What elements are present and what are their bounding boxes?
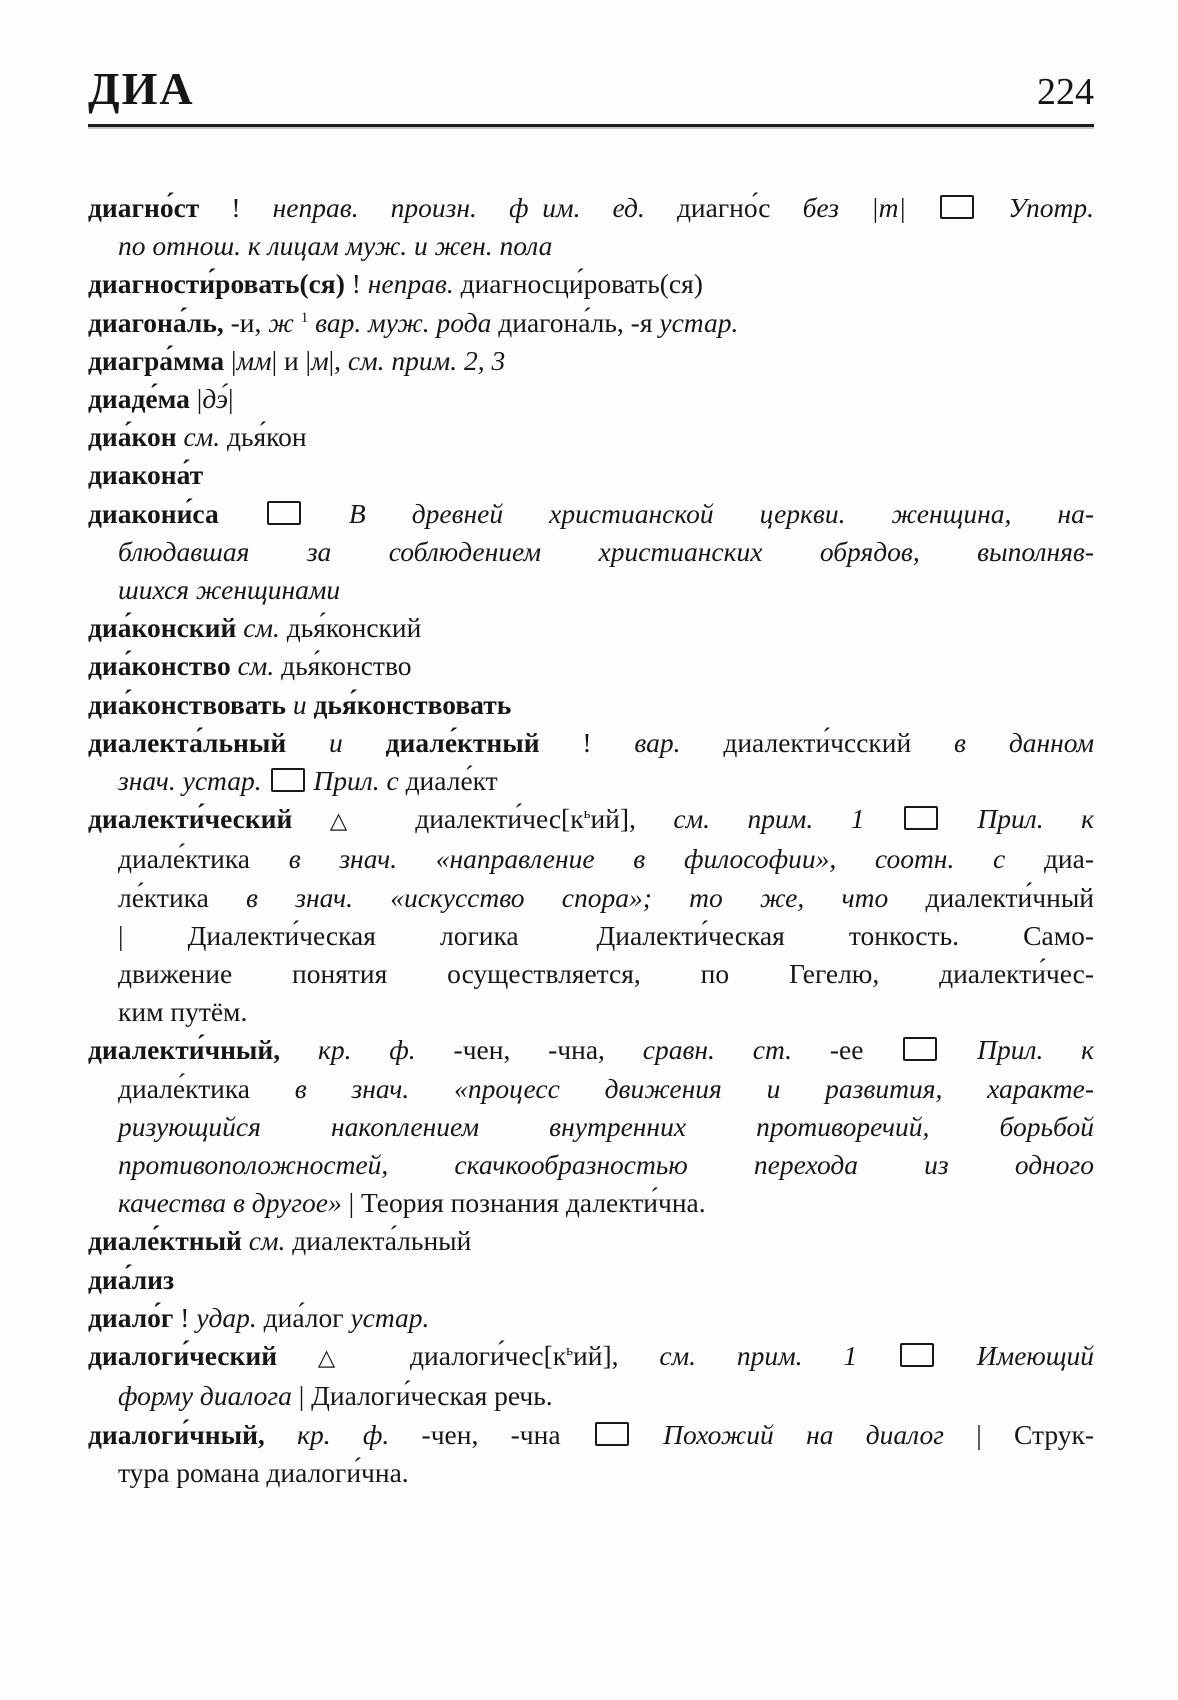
entry-line (88, 265, 1094, 303)
entry-line (88, 227, 1094, 265)
headword-text: диалекти́ческий (88, 803, 293, 835)
box-icon (267, 501, 301, 525)
text-run: диагона́ль, -я (498, 306, 660, 338)
entry-line (88, 1454, 1094, 1492)
entry-line (88, 1070, 1094, 1108)
headword-text: диало́г (88, 1301, 174, 1333)
headword-text: диагно́ст (88, 192, 200, 223)
italic-label: противоположностей, скачкообразностью перехода из одного (118, 1149, 1094, 1181)
page-number: 224 (1037, 71, 1094, 113)
superscript-mark: 1 (300, 309, 309, 326)
italic-label: в знач. «искусство спора»; то же, что (246, 881, 926, 913)
text-run (940, 803, 977, 834)
text-run (294, 307, 301, 338)
entry-line (88, 840, 1094, 878)
italic-label: сравн. ст. (642, 1034, 830, 1066)
italic-label: вар. муж. рода (315, 306, 499, 338)
entry-lines (88, 189, 1094, 1492)
headword-text: диагона́ль, (88, 306, 224, 338)
entry-line (88, 955, 1094, 993)
italic-label: и (292, 688, 307, 720)
entry-line (88, 762, 1094, 800)
text-run: ким путём. (118, 996, 248, 1028)
superscript-mark: ь (583, 806, 591, 823)
italic-label: неправ. (367, 268, 461, 300)
headword-text: дья́конствовать (313, 688, 512, 720)
entry-line (88, 993, 1094, 1031)
entry-line (88, 189, 1094, 227)
text-run: | и | (271, 344, 312, 376)
text-run: движение понятия осуществляется, по Гегелю, диалекти́чес- (118, 958, 1094, 990)
text-run: дья́конский (286, 612, 422, 644)
italic-label: без |т| (802, 192, 939, 223)
italic-label: качества в другое» (118, 1187, 349, 1219)
text-run: диа́лог (263, 1301, 351, 1333)
italic-label: кр. ф. (297, 1418, 422, 1450)
text-run: диа- (1043, 843, 1095, 875)
text-run: дья́кон (226, 421, 307, 453)
box-icon (903, 1037, 937, 1061)
text-run: диале́ктика (118, 843, 289, 875)
italic-label: удар. (196, 1301, 264, 1333)
italic-label: Похожий на диалог (663, 1418, 977, 1450)
text-run: -и, (223, 306, 269, 338)
entry-line (88, 1222, 1094, 1260)
box-icon (900, 1343, 934, 1367)
headword-text: диакони́са (88, 497, 219, 529)
text-run: диалекти́чный (925, 881, 1095, 913)
entry-line (88, 571, 1094, 609)
italic-label: в знач. «направление в философии», соотн. с (288, 843, 1044, 875)
italic-label: вар. (634, 726, 724, 758)
entry-line (88, 686, 1094, 724)
text-run (292, 803, 329, 834)
italic-label: шихся женщинами (118, 574, 341, 606)
headword-text: диакона́т (88, 459, 204, 491)
text-run (277, 1340, 318, 1371)
triangle-icon: △ (329, 808, 378, 834)
italic-label: в знач. «процесс движения и развития, характе- (294, 1072, 1094, 1104)
italic-label: блюдавшая за соблюдением христианских обрядов, выполняв- (118, 535, 1094, 567)
entry-line (88, 879, 1094, 917)
text-run: | (228, 383, 234, 415)
headword-text: диалекти́чный, (88, 1034, 281, 1066)
italic-label: кр. ф. (317, 1034, 454, 1066)
text-run: диалекти́чес[к (377, 803, 584, 835)
text-run: ! (173, 1301, 197, 1333)
entry-line (88, 1146, 1094, 1184)
italic-label: ризующийся накоплением внутренних противоречий, борьбой (118, 1110, 1094, 1142)
running-head: ДИА (88, 63, 195, 114)
entry-line (88, 1261, 1094, 1299)
headword-text: диа́конствовать (88, 688, 286, 720)
headword-text: диагности́ровать(ся) (88, 268, 345, 300)
text-run: ! (539, 726, 635, 758)
entry-line (88, 304, 1094, 342)
italic-label: Прил. к (977, 803, 1094, 835)
text-run: -чен, -чна, (453, 1034, 643, 1066)
italic-label: ж (268, 306, 294, 338)
text-run: диале́кт (405, 765, 498, 797)
text-run: | (224, 344, 237, 376)
entry-line (88, 1299, 1094, 1337)
italic-label: знач. устар. (118, 765, 269, 797)
entry-line (88, 456, 1094, 494)
entry-line (88, 495, 1094, 533)
text-run: | (189, 383, 203, 415)
entry-line (88, 1377, 1094, 1415)
headword-text: диа́конский (88, 612, 237, 644)
headword-text: диале́ктный (88, 1225, 242, 1257)
text-run: ! (344, 268, 368, 300)
headword-text: диа́кон (88, 421, 177, 453)
box-icon (940, 195, 974, 219)
headword-text: диа́конство (88, 650, 231, 682)
entry-line (88, 1416, 1094, 1454)
headword-text: диалекта́льный (88, 726, 287, 758)
italic-label: устар. (350, 1301, 430, 1333)
text-run: |, (328, 344, 348, 376)
text-run: диалекта́льный (292, 1225, 472, 1257)
headword-text: диа́лиз (88, 1263, 175, 1295)
text-run: ле́ктика (118, 881, 247, 913)
text-run (231, 650, 238, 681)
entry-line (88, 1184, 1094, 1222)
box-icon (271, 768, 305, 792)
entry-line (88, 1108, 1094, 1146)
italic-label: Прил. с (313, 765, 406, 797)
headword-text: диагра́мма (88, 344, 225, 376)
text-run: диалоги́чес[к (369, 1340, 567, 1372)
italic-label: см. (243, 612, 287, 644)
text-run (265, 1419, 297, 1450)
text-run (939, 1034, 977, 1065)
text-run (286, 689, 293, 720)
italic-label: неправ. произн. ф им. ед. (272, 192, 677, 223)
text-run: | Струк- (976, 1418, 1095, 1450)
italic-label: Прил. к (977, 1034, 1095, 1066)
italic-label: и (329, 726, 343, 758)
page-header (88, 63, 1094, 114)
headword-text: диале́ктный (385, 726, 540, 758)
headword-text: диалоги́чный, (88, 1418, 265, 1450)
text-run: дья́конство (281, 650, 412, 682)
italic-label: мм (236, 344, 272, 376)
headword-text: диалоги́ческий (88, 1340, 278, 1372)
text-run: | Диалекти́ческая логика Диалекти́ческая тонкость. Само- (118, 919, 1094, 951)
text-run: ! (199, 192, 273, 223)
text-run: диагно́с (676, 192, 803, 223)
text-run: ий], (590, 803, 674, 835)
text-run (286, 727, 329, 758)
entry-line (88, 342, 1094, 380)
italic-label: Употр. (976, 192, 1094, 223)
entry-line (88, 1031, 1094, 1069)
entry-line (88, 418, 1094, 456)
text-run: тура романа диалоги́чна. (118, 1456, 409, 1488)
text-run (280, 1034, 318, 1065)
text-run: диагносци́ровать(ся) (460, 268, 703, 300)
italic-label: Имеющий (976, 1340, 1095, 1372)
italic-label: см. (248, 1225, 293, 1257)
italic-label: по отнош. к лицам муж. и жен. пола (118, 230, 553, 262)
text-run (343, 727, 386, 758)
text-run (219, 498, 265, 529)
italic-label: устар. (659, 306, 739, 338)
text-run: | Теория познания далекти́чна. (348, 1187, 706, 1219)
italic-label: см. прим. 2, 3 (347, 344, 506, 376)
italic-label: дэ́ (202, 383, 228, 415)
entry-line (88, 609, 1094, 647)
box-icon (904, 806, 938, 830)
italic-label: см. прим. 1 (659, 1340, 898, 1372)
text-run: -ее (829, 1034, 902, 1066)
text-run: диалекти́чсский (723, 726, 955, 758)
entry-line (88, 647, 1094, 685)
text-run (303, 498, 349, 529)
entry-line (88, 800, 1094, 840)
entry-line (88, 380, 1094, 418)
text-run (242, 1225, 249, 1256)
text-run (936, 1340, 977, 1371)
headword-text: диаде́ма (88, 383, 190, 415)
text-run: | Диалоги́ческая речь. (298, 1380, 553, 1412)
text-run: -чен, -чна (421, 1418, 593, 1450)
italic-label: В древней христианской церкви. женщина, на- (348, 497, 1094, 529)
italic-label: форму диалога (118, 1380, 299, 1412)
italic-label: в данном (954, 726, 1095, 758)
entry-line (88, 533, 1094, 571)
superscript-mark: ь (566, 1342, 574, 1359)
box-icon (595, 1422, 629, 1446)
text-run (631, 1419, 663, 1450)
header-rule (88, 124, 1094, 127)
entry-line (88, 724, 1094, 762)
italic-label: см. прим. 1 (673, 803, 902, 835)
entry-line (88, 1337, 1094, 1377)
text-run: ий], (573, 1340, 660, 1372)
triangle-icon: △ (317, 1345, 370, 1371)
text-run: диале́ктика (118, 1072, 295, 1104)
italic-label: см. (237, 650, 282, 682)
italic-label: см. (183, 421, 227, 453)
italic-label: м (311, 344, 329, 376)
entry-line (88, 917, 1094, 955)
